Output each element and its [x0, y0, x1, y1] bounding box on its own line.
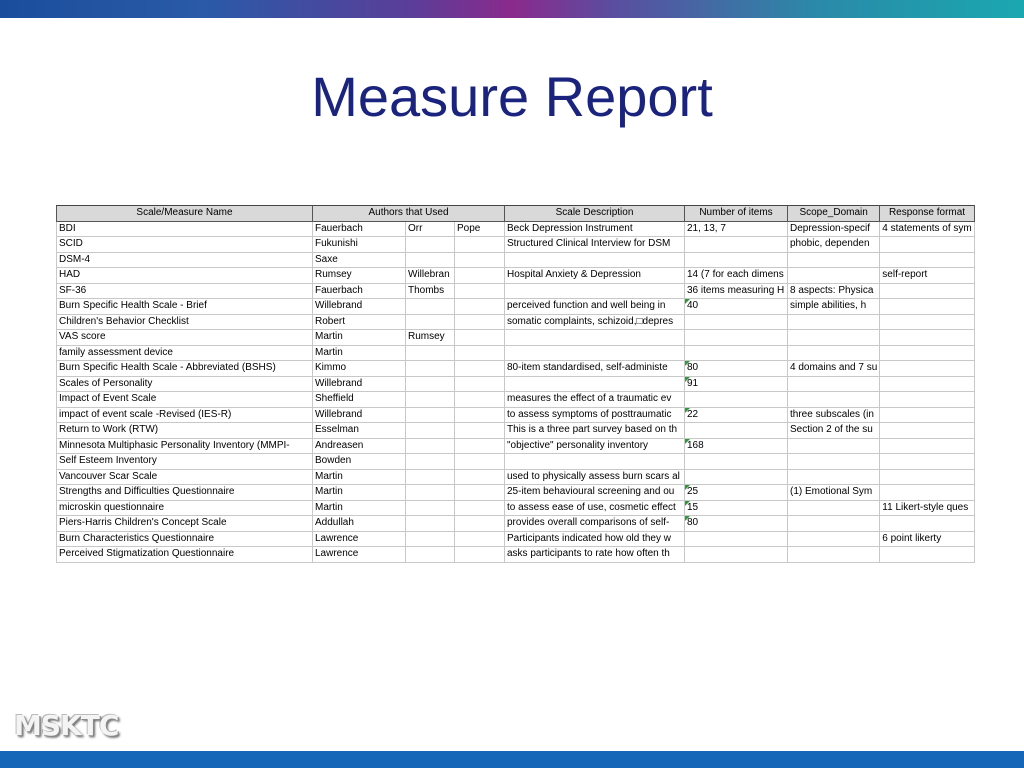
cell-scope-domain [788, 454, 880, 470]
cell-number-of-items: 36 items measuring H [685, 283, 788, 299]
cell-scale-name: Perceived Stigmatization Questionnaire [57, 547, 313, 563]
cell-number-of-items: 168 [685, 438, 788, 454]
header-response-format: Response format [880, 206, 974, 222]
cell-author-1: Addullah [313, 516, 406, 532]
cell-scale-description: Structured Clinical Interview for DSM [505, 237, 685, 253]
cell-scale-name: DSM-4 [57, 252, 313, 268]
cell-scope-domain [788, 500, 880, 516]
cell-author-1: Martin [313, 485, 406, 501]
cell-scope-domain [788, 547, 880, 563]
cell-scale-name: Scales of Personality [57, 376, 313, 392]
cell-scale-description [505, 252, 685, 268]
cell-scale-name: impact of event scale -Revised (IES-R) [57, 407, 313, 423]
cell-author-1: Bowden [313, 454, 406, 470]
cell-scope-domain [788, 392, 880, 408]
cell-number-of-items [685, 392, 788, 408]
cell-scale-name: VAS score [57, 330, 313, 346]
cell-author-2 [406, 531, 455, 547]
cell-scale-description: 25-item behavioural screening and ou [505, 485, 685, 501]
cell-response-format: 6 point likerty [880, 531, 974, 547]
cell-author-2 [406, 392, 455, 408]
cell-author-3 [455, 345, 505, 361]
cell-response-format [880, 392, 974, 408]
cell-author-1: Sheffield [313, 392, 406, 408]
cell-number-of-items [685, 469, 788, 485]
table-row [57, 252, 975, 268]
cell-author-3 [455, 361, 505, 377]
cell-author-2 [406, 438, 455, 454]
cell-author-1: Fauerbach [313, 283, 406, 299]
cell-scale-name: microskin questionnaire [57, 500, 313, 516]
cell-scope-domain: 8 aspects: Physica [788, 283, 880, 299]
header-scope-domain: Scope_Domain [788, 206, 880, 222]
cell-scale-name: SCID [57, 237, 313, 253]
cell-author-3 [455, 438, 505, 454]
cell-author-3: Pope [455, 221, 505, 237]
cell-author-1: Willebrand [313, 407, 406, 423]
table-row [57, 531, 975, 547]
table-row [57, 423, 975, 439]
cell-scale-description: measures the effect of a traumatic ev [505, 392, 685, 408]
table-row [57, 361, 975, 377]
cell-author-3 [455, 531, 505, 547]
cell-author-2 [406, 454, 455, 470]
slide-title: Measure Report [311, 65, 713, 128]
cell-scale-description: Beck Depression Instrument [505, 221, 685, 237]
cell-scale-name: Strengths and Difficulties Questionnaire [57, 485, 313, 501]
cell-scale-description [505, 330, 685, 346]
table-row [57, 392, 975, 408]
table-row [57, 469, 975, 485]
cell-scale-name: BDI [57, 221, 313, 237]
cell-scope-domain: simple abilities, h [788, 299, 880, 315]
cell-response-format [880, 454, 974, 470]
cell-author-2 [406, 314, 455, 330]
cell-scale-description [505, 345, 685, 361]
cell-author-1: Willebrand [313, 299, 406, 315]
cell-scale-name: Impact of Event Scale [57, 392, 313, 408]
cell-author-1: Martin [313, 469, 406, 485]
table-header-row [57, 206, 975, 222]
header-number-of-items: Number of items [685, 206, 788, 222]
cell-response-format [880, 330, 974, 346]
cell-author-1: Lawrence [313, 531, 406, 547]
cell-author-3 [455, 454, 505, 470]
cell-author-1: Willebrand [313, 376, 406, 392]
cell-scope-domain: (1) Emotional Sym [788, 485, 880, 501]
cell-number-of-items [685, 330, 788, 346]
bottom-color-band [0, 751, 1024, 768]
cell-author-2: Willebran [406, 268, 455, 284]
cell-author-3 [455, 330, 505, 346]
cell-scale-description: provides overall comparisons of self- [505, 516, 685, 532]
cell-response-format [880, 314, 974, 330]
cell-scale-name: Burn Specific Health Scale - Brief [57, 299, 313, 315]
table-row [57, 314, 975, 330]
cell-number-of-items [685, 547, 788, 563]
cell-author-1: Martin [313, 500, 406, 516]
cell-scale-description: to assess symptoms of posttraumatic [505, 407, 685, 423]
table-row [57, 283, 975, 299]
cell-scale-description [505, 454, 685, 470]
cell-author-2 [406, 361, 455, 377]
cell-author-1: Kimmo [313, 361, 406, 377]
cell-author-2 [406, 547, 455, 563]
table-row [57, 500, 975, 516]
cell-number-of-items: 22 [685, 407, 788, 423]
cell-scale-name: HAD [57, 268, 313, 284]
cell-number-of-items: 80 [685, 516, 788, 532]
table-row [57, 345, 975, 361]
cell-author-2: Thombs [406, 283, 455, 299]
cell-number-of-items [685, 345, 788, 361]
cell-scope-domain [788, 252, 880, 268]
cell-number-of-items: 14 (7 for each dimens [685, 268, 788, 284]
cell-author-3 [455, 299, 505, 315]
cell-author-3 [455, 469, 505, 485]
cell-author-3 [455, 268, 505, 284]
table-row [57, 547, 975, 563]
cell-author-2 [406, 469, 455, 485]
header-scale-description: Scale Description [505, 206, 685, 222]
cell-author-2 [406, 500, 455, 516]
cell-scope-domain [788, 376, 880, 392]
table-row [57, 237, 975, 253]
cell-response-format [880, 345, 974, 361]
cell-scale-description: used to physically assess burn scars al [505, 469, 685, 485]
cell-response-format [880, 299, 974, 315]
cell-response-format [880, 516, 974, 532]
cell-number-of-items [685, 252, 788, 268]
cell-scope-domain: three subscales (in [788, 407, 880, 423]
table-row [57, 330, 975, 346]
cell-scope-domain [788, 345, 880, 361]
table-row [57, 268, 975, 284]
cell-scope-domain: phobic, dependen [788, 237, 880, 253]
cell-scale-description: "objective" personality inventory [505, 438, 685, 454]
cell-author-2 [406, 237, 455, 253]
cell-author-3 [455, 314, 505, 330]
cell-scope-domain: 4 domains and 7 su [788, 361, 880, 377]
cell-number-of-items [685, 531, 788, 547]
cell-response-format [880, 376, 974, 392]
cell-scale-description: somatic complaints, schizoid,□depres [505, 314, 685, 330]
cell-author-3 [455, 547, 505, 563]
msktc-logo: MSKTC [14, 709, 119, 742]
cell-scope-domain [788, 330, 880, 346]
cell-scale-name: Vancouver Scar Scale [57, 469, 313, 485]
cell-author-2: Orr [406, 221, 455, 237]
cell-author-1: Robert [313, 314, 406, 330]
cell-number-of-items: 91 [685, 376, 788, 392]
cell-scope-domain [788, 268, 880, 284]
cell-number-of-items [685, 454, 788, 470]
cell-author-1: Lawrence [313, 547, 406, 563]
cell-number-of-items: 15 [685, 500, 788, 516]
cell-author-1: Saxe [313, 252, 406, 268]
cell-number-of-items [685, 423, 788, 439]
cell-response-format [880, 469, 974, 485]
cell-scale-description [505, 283, 685, 299]
table-row [57, 299, 975, 315]
cell-scope-domain [788, 531, 880, 547]
cell-author-3 [455, 376, 505, 392]
cell-author-1: Fukunishi [313, 237, 406, 253]
cell-response-format [880, 423, 974, 439]
cell-scale-description [505, 376, 685, 392]
cell-author-2 [406, 407, 455, 423]
cell-author-1: Rumsey [313, 268, 406, 284]
cell-author-3 [455, 423, 505, 439]
table-row [57, 485, 975, 501]
cell-author-2 [406, 516, 455, 532]
cell-number-of-items: 80 [685, 361, 788, 377]
cell-author-3 [455, 392, 505, 408]
cell-author-2 [406, 252, 455, 268]
cell-scale-description: Hospital Anxiety & Depression [505, 268, 685, 284]
cell-author-3 [455, 516, 505, 532]
cell-number-of-items [685, 237, 788, 253]
measure-report-table [56, 205, 975, 563]
cell-response-format: 4 statements of sym [880, 221, 974, 237]
table-row [57, 221, 975, 237]
cell-author-2 [406, 423, 455, 439]
cell-scale-description: to assess ease of use, cosmetic effect [505, 500, 685, 516]
cell-response-format [880, 361, 974, 377]
cell-number-of-items: 40 [685, 299, 788, 315]
cell-scale-name: Return to Work (RTW) [57, 423, 313, 439]
cell-scale-description: asks participants to rate how often th [505, 547, 685, 563]
cell-scale-name: family assessment device [57, 345, 313, 361]
cell-author-2 [406, 376, 455, 392]
cell-number-of-items [685, 314, 788, 330]
cell-scale-description: 80-item standardised, self-administe [505, 361, 685, 377]
cell-scale-name: Minnesota Multiphasic Personality Inventory (MMPI- [57, 438, 313, 454]
table-row [57, 438, 975, 454]
cell-scale-description: This is a three part survey based on th [505, 423, 685, 439]
table-row [57, 516, 975, 532]
cell-author-3 [455, 283, 505, 299]
cell-author-1: Martin [313, 330, 406, 346]
cell-author-2 [406, 299, 455, 315]
cell-scale-description: perceived function and well being in [505, 299, 685, 315]
table-body [57, 221, 975, 562]
cell-author-1: Martin [313, 345, 406, 361]
table-row [57, 454, 975, 470]
cell-author-1: Fauerbach [313, 221, 406, 237]
cell-author-3 [455, 407, 505, 423]
cell-author-3 [455, 237, 505, 253]
cell-response-format [880, 252, 974, 268]
cell-author-3 [455, 252, 505, 268]
table-row [57, 376, 975, 392]
cell-response-format [880, 407, 974, 423]
cell-response-format: self-report [880, 268, 974, 284]
cell-author-1: Esselman [313, 423, 406, 439]
cell-author-2 [406, 485, 455, 501]
cell-scale-name: Self Esteem Inventory [57, 454, 313, 470]
table-row [57, 407, 975, 423]
top-color-band [0, 0, 1024, 18]
cell-scope-domain: Depression-specif [788, 221, 880, 237]
cell-author-3 [455, 500, 505, 516]
cell-scale-name: Burn Characteristics Questionnaire [57, 531, 313, 547]
cell-response-format [880, 547, 974, 563]
cell-scale-name: Children's Behavior Checklist [57, 314, 313, 330]
cell-scale-description: Participants indicated how old they w [505, 531, 685, 547]
header-authors-that-used: Authors that Used [313, 206, 505, 222]
cell-response-format [880, 485, 974, 501]
cell-scope-domain [788, 314, 880, 330]
cell-response-format [880, 237, 974, 253]
cell-response-format: 11 Likert-style ques [880, 500, 974, 516]
cell-author-2 [406, 345, 455, 361]
cell-scope-domain [788, 469, 880, 485]
cell-number-of-items: 25 [685, 485, 788, 501]
cell-scale-name: Piers-Harris Children's Concept Scale [57, 516, 313, 532]
cell-scale-name: Burn Specific Health Scale - Abbreviated (BSHS) [57, 361, 313, 377]
cell-author-1: Andreasen [313, 438, 406, 454]
cell-scale-name: SF-36 [57, 283, 313, 299]
cell-author-2: Rumsey [406, 330, 455, 346]
cell-scope-domain [788, 438, 880, 454]
cell-author-3 [455, 485, 505, 501]
cell-scope-domain [788, 516, 880, 532]
cell-scope-domain: Section 2 of the su [788, 423, 880, 439]
cell-response-format [880, 283, 974, 299]
cell-response-format [880, 438, 974, 454]
header-scale-measure-name: Scale/Measure Name [57, 206, 313, 222]
cell-number-of-items: 21, 13, 7 [685, 221, 788, 237]
